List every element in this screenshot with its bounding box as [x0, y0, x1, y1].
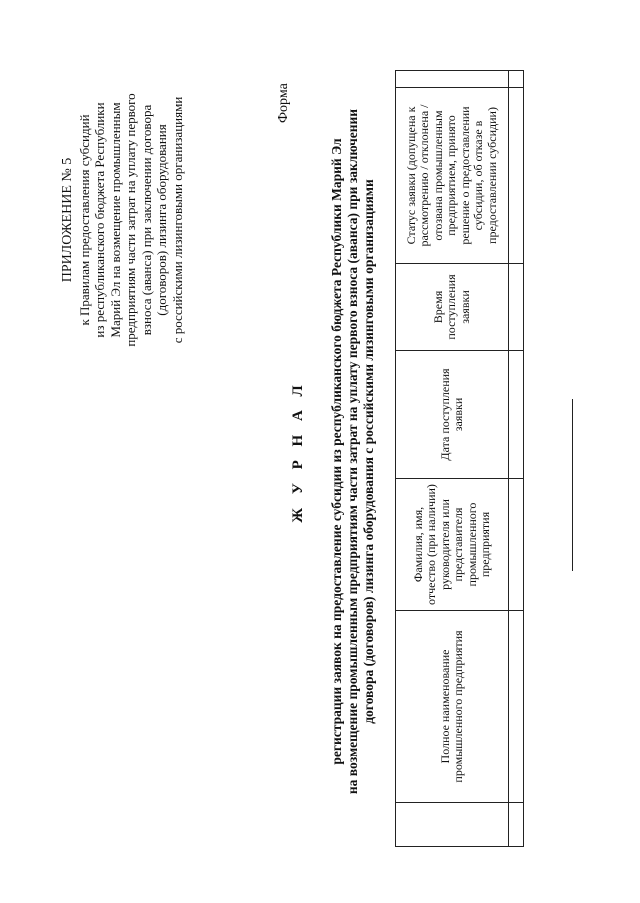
journal-title	[290, 100, 377, 803]
table-cell[interactable]	[509, 803, 524, 847]
appendix-title: ПРИЛОЖЕНИЕ № 5	[60, 157, 75, 283]
journal-subtitle-line: договора (договоров) лизинга оборудования с российскими лизинговыми организациями	[361, 179, 376, 724]
table-cell[interactable]	[509, 611, 524, 803]
appendix-line: взноса (аванса) при заключении договора	[138, 104, 154, 336]
column-header-company-name: Полное наименование промышленного предприятия	[396, 611, 509, 803]
appendix-line: к Правилам предоставления субсидий	[76, 114, 92, 326]
table-cell[interactable]	[509, 71, 524, 88]
appendix-block	[60, 72, 185, 368]
table-cell[interactable]	[509, 88, 524, 264]
appendix-line: (договоров) лизинга оборудования	[154, 124, 169, 316]
journal-heading: Ж У Р Н А Л	[290, 380, 306, 523]
table-row	[509, 71, 524, 847]
column-header-extra	[396, 71, 509, 88]
column-header-number	[396, 803, 509, 847]
form-label: Форма	[276, 83, 291, 123]
column-header-time: Время поступления заявки	[396, 264, 509, 351]
journal-subtitle-line: на возмещение промышленным предприятиям части затрат на уплату первого взноса (аванса) при заключении	[345, 108, 360, 795]
table-cell[interactable]	[509, 351, 524, 479]
table-header-row	[396, 71, 509, 847]
registration-journal-table	[395, 70, 524, 847]
appendix-line: Марий Эл на возмещение промышленным	[107, 102, 123, 338]
column-header-date: Дата поступления заявки	[396, 351, 509, 479]
column-header-representative-name: Фамилия, имя, отчество (при наличии) руководителя или представителя промышленного предприятия	[396, 479, 509, 611]
table-cell[interactable]	[509, 264, 524, 351]
appendix-line: предприятиям части затрат на уплату первого	[123, 93, 138, 347]
appendix-line: из республиканского бюджета Республики	[92, 102, 107, 338]
signature-line	[572, 399, 573, 571]
journal-subtitle-line: регистрации заявок на предоставление субсидии из республиканского бюджета Республики Марий Эл	[329, 138, 344, 765]
appendix-line: с российскими лизинговыми организациями	[169, 96, 185, 344]
column-header-status: Статус заявки (допущена к рассмотрению / отклонена / отозвана промышленным предприятием, принято решение о предоставлении субсидии, об отказе в предоставлении субсидии)	[396, 88, 509, 264]
table-cell[interactable]	[509, 479, 524, 611]
